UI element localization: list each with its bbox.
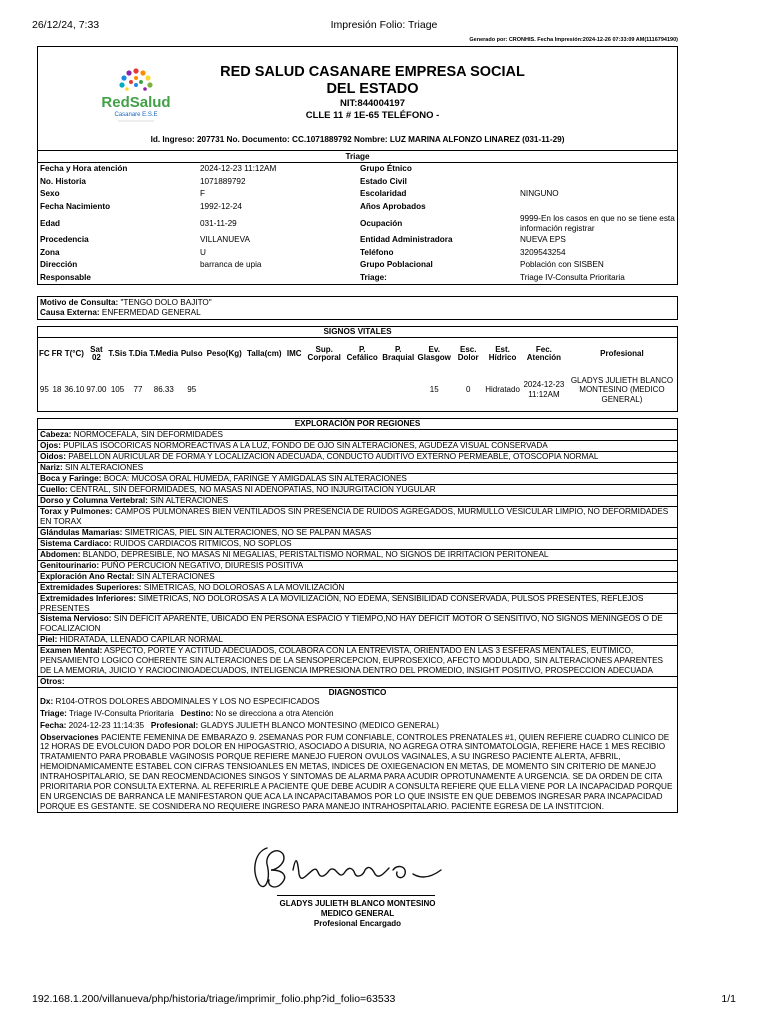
exploracion-item (38, 560, 677, 571)
patient-row (38, 213, 677, 234)
patient-value: 3209543254 (520, 247, 566, 257)
patient-row (38, 247, 677, 260)
exploracion-text: SIN ALTERACIONES (136, 571, 215, 581)
signos-header: Est. Hídrico (488, 344, 517, 362)
exploracion-text: SIN ALTERACIONES (150, 496, 229, 505)
exploracion-item (38, 645, 677, 676)
causa-externa (38, 308, 677, 318)
logo-wordmark: RedSalud (101, 94, 171, 111)
signos-header: Sat 02 (90, 344, 103, 362)
signos-header: Peso(Kg) (206, 348, 242, 358)
exploracion-label: Ojos: (40, 441, 61, 450)
signos-header: T.Dia (128, 348, 148, 358)
signature-text (37, 899, 678, 929)
exploracion-text: BOCA: MUCOSA ORAL HUMEDA, FARINGE Y AMIGDALAS SIN ALTERACIONES (103, 474, 407, 483)
signos-value: 105 (110, 385, 125, 395)
signos-header: Fec. Atención (526, 344, 562, 362)
exploracion-item (38, 451, 677, 462)
destino-label: Destino: (180, 708, 214, 718)
page-url: 192.168.1.200/villanueva/php/historia/triage/imprimir_folio.php?id_folio=63533 (32, 993, 396, 1005)
patient-data-table (38, 163, 677, 284)
exploracion-label: Cuello: (40, 485, 68, 494)
consulta-box (37, 296, 678, 320)
signos-value: Hidratado (485, 385, 520, 395)
patient-label: Entidad Administradora (360, 235, 453, 245)
patient-row (38, 272, 677, 285)
patient-value: 9999-En los casos en que no se tiene esta información registrar (520, 213, 675, 233)
folio-document (37, 37, 678, 813)
signos-value: 0 (465, 385, 471, 395)
patient-value: 1992-12-24 (200, 201, 242, 211)
patient-label: Sexo (40, 189, 60, 199)
patient-label: Edad (40, 218, 61, 228)
exploracion-text: SIMETRICAS, NO DOLOROSAS A LA MOVILIZACIÓN (143, 582, 345, 592)
destino-value: No se direcciona a otra Atención (215, 708, 334, 718)
dx-value: R104-OTROS DOLORES ABDOMINALES Y LOS NO ESPECIFICADOS (55, 696, 320, 706)
signos-header: IMC (286, 348, 302, 358)
firma-name: GLADYS JULIETH BLANCO MONTESINO (279, 899, 436, 908)
print-title: Impresión Folio: Triage (330, 19, 438, 31)
patient-value: 031-11-29 (200, 218, 237, 228)
patient-value: Triage IV-Consulta Prioritaria (520, 272, 625, 282)
page-number: 1/1 (721, 993, 736, 1005)
exploracion-item (38, 473, 677, 484)
signos-value: 95 (39, 385, 49, 395)
signos-vitales-table (38, 338, 677, 410)
signos-value: 77 (133, 385, 143, 395)
patient-label: Teléfono (360, 247, 394, 257)
patient-value: U (200, 247, 206, 257)
patient-row (38, 234, 677, 247)
signos-value (204, 370, 244, 410)
exploracion-item (38, 495, 677, 506)
exploracion-item (38, 571, 677, 582)
patient-label: No. Historia (40, 176, 86, 186)
exploracion-text: SIN DEFICIT APARENTE, UBICADO EN PERSONA ESPACIO Y TIEMPO,NO HAY DEFICIT MOTOR O SENSITIVO, NO SIGNOS MENINGEOS O DE FOCALIZACION (40, 614, 663, 634)
patient-label: Responsable (40, 272, 91, 282)
exploracion-item (38, 676, 677, 687)
exploracion-label: Abdomen: (40, 549, 81, 559)
triage-destino-line (38, 709, 677, 719)
exploracion-item (38, 440, 677, 451)
profesional-label: Profesional: (150, 720, 199, 730)
exploracion-label: Cabeza: (40, 430, 72, 439)
patient-label: Fecha y Hora atención (40, 164, 128, 174)
patient-label: Procedencia (40, 235, 89, 245)
signos-value: 86.33 (153, 385, 174, 395)
motivo-consulta (38, 298, 677, 308)
exploracion-item (38, 593, 677, 614)
exploracion-label: Genitourinario: (40, 560, 100, 570)
exploracion-text: SIMETRICAS, PIEL SIN ALTERACIONES, NO SE PALPAN MASAS (124, 527, 372, 537)
patient-value (518, 176, 677, 189)
exploracion-text: CAMPOS PULMONARES BIEN VENTILADOS SIN PRESENCIA DE RUIDOS AGREGADOS, MURMULLO VESICULAR LIMPIO, NO DEFORMIDADES EN TORAX (40, 507, 669, 526)
fecha-profesional-line (38, 721, 677, 731)
patient-label: Grupo Étnico (360, 164, 412, 174)
dx-line (38, 697, 677, 707)
patient-label: Zona (40, 247, 60, 257)
signos-value: 15 (429, 385, 439, 395)
signos-header: T.Sis (108, 348, 127, 358)
signature-line (277, 895, 435, 896)
signos-header: P. Braquial (382, 344, 415, 362)
exploracion-label: Sistema Cardiaco: (40, 538, 112, 548)
exploracion-label: Exploración Ano Rectal: (40, 571, 135, 581)
patient-label: Triage: (360, 272, 387, 282)
patient-value: Población con SISBEN (520, 260, 604, 270)
exploracion-item (38, 506, 677, 527)
exploracion-item (38, 582, 677, 593)
patient-label: Grupo Poblacional (360, 260, 433, 270)
signos-value: 36.10 (64, 385, 85, 395)
patient-value (518, 201, 677, 214)
triage-label: Triage: (40, 708, 67, 718)
exploracion-text: ASPECTO, PORTE Y ACTITUD ADECUADOS, COLABORA CON LA ENTREVISTA, ORIENTADO EN LAS 3 ESFERAS MENTALES, EUTIMICO, PENSAMIENTO LOGICO COHERENTE SIN ALTERACIONES DE LA SENSOPERCEPCION, EUPROSEXICO, AFECTO MODULADO, SIN ALTERACIONES APARENTES DE LA MEMORIA, JUICIO Y RACIOCINIOADECUADOS, INTELIGENCIA IMPRESIONA DENTRO DEL PROMEDIO, INSIGHT POSITIVO, PROSPECCION ADECUADA (40, 646, 663, 675)
patient-value: 2024-12-23 11:12AM (200, 164, 277, 174)
exploracion-item (38, 527, 677, 538)
signos-header: FC (39, 348, 50, 358)
patient-label: Escolaridad (360, 189, 407, 199)
logo-subtitle: Casanare E.S.E (114, 112, 158, 118)
obs-value: PACIENTE FEMENINA DE EMBARAZO 9. 2SEMANAS POR FUM CONFIABLE, CONTROLES PRENATALES #1, QUIEN REFIERE CUADRO CLINICO DE 12 HORAS DE EVOLCUION DADO POR DOLOR EN HIPOGASTRIO, ASOCIADO A DISURIA, NO AGREGA OTRA SINTOMATOLOGIA, REFIERE HACE 1 MES RECIBIO TRATAMIENTO PARA PROBABLE VAGINOSIS PORQUE REFIERE MANEJO FUERON OVULOS VAGINALES, A SU INGRESO PACIENTE ALERTA, AFBRIL, HEMOIDNAMICAMENTE ESTABEL CON CIFRAS TENSIOANLES EN METAS, INDICES DE OXIEGENACION EN METAS, DE MOMENTO SIN CRITERIO DE MANEJO INTRAHOSPITALARIO, SE DAN REOCMENDACIONES SINGOS Y SINTOMAS DE ALARMA PARA ACUDIR OPROTUNAMENTE A URGENCIA. SE DA ORDEN DE CITA PRIORITARIA POR CONSULTA EXTERNA. AL REFERIRLE A PACIENTE QUE DEBE ACUDIR A CONSULTA REFIERE QUE ELLA VIENE POR LA INCAPACIDAD PORQUE EN URGENCIAS DE BARRANCA LE MANIFESTARON QUE ACA LA INCAPACITABAMOS POR LO QUE INSISTE EN QUE DEBEMOS INGRESAR PARA INCAPACIDAD PORQUE ES GESTANTE. SE COSNIDERA NO REQUIERE INGRESO PARA MANEJO INTRAHOSPITALARIO. PACIENTE EGRESA DE LA INSTITCION. (40, 732, 673, 811)
signos-value (380, 370, 416, 410)
signos-value: 95 (187, 385, 197, 395)
signos-header: Profesional (600, 348, 644, 358)
exploracion-label: Piel: (40, 635, 58, 645)
observaciones (38, 733, 677, 813)
triage-section-title: Triage (37, 151, 678, 163)
redsalud-logo (96, 63, 176, 129)
exploracion-item (38, 613, 677, 634)
signos-header: P. Cefálico (346, 344, 378, 362)
signos-header: Talla(cm) (246, 348, 282, 358)
signos-header: Pulso (180, 348, 203, 358)
patient-label: Años Aprobados (360, 201, 426, 211)
patient-value (518, 163, 677, 176)
exploracion-label: Examen Mental: (40, 646, 103, 656)
signos-value (244, 370, 284, 410)
signos-value (304, 370, 344, 410)
signos-value (344, 370, 380, 410)
patient-value: NUEVA EPS (520, 235, 566, 245)
fecha-value: 2024-12-23 11:14:35 (68, 720, 145, 730)
obs-label: Observaciones (40, 732, 99, 742)
dx-label: Dx: (40, 696, 54, 706)
signos-header: FR (51, 348, 63, 358)
exploracion-text: PUÑO PERCUCION NEGATIVO, DIURESIS POSITIVA (101, 560, 304, 570)
signos-header: Esc. Dolor (457, 344, 479, 362)
patient-value: barranca de upia (200, 260, 262, 270)
exploracion-label: Torax y Pulmones: (40, 507, 113, 516)
exploracion-item (38, 634, 677, 645)
exploracion-text: NORMOCEFALA, SIN DEFORMIDADES (73, 430, 223, 439)
generado-line: Generado por: CRONHIS. Fecha Impresión:2024-12-26 07:33:09 AM(1116794190) (469, 37, 678, 43)
signos-header: T(°C) (64, 348, 84, 358)
exploracion-label: Extremidades Superiores: (40, 582, 142, 592)
exploracion-text: PUPILAS ISOCORICAS NORMOREACTIVAS A LA LUZ, FONDO DE OJO SIN ALTERACIONES, AGUDEZA VISUAL CONSERVADA (63, 441, 548, 450)
exploracion-label: Extremidades Inferiores: (40, 593, 137, 603)
patient-label: Dirección (40, 260, 78, 270)
signos-value: GLADYS JULIETH BLANCO MONTESINO (MEDICO GENERAL) (570, 375, 674, 404)
firma-rol: Profesional Encargado (313, 919, 402, 928)
exploracion-label: Glándulas Mamarias: (40, 527, 123, 537)
exploracion-text: SIN ALTERACIONES (65, 463, 144, 472)
exploracion-text: SIMETRICAS, NO DOLOROSAS A LA MOVILIZACIÓN, NO EDEMA, SENSIBILIDAD CONSERVADA, PULSOS PRESENTES, REFLEJOS PRESENTES (40, 593, 644, 613)
patient-row (38, 163, 677, 176)
org-nit: NIT:844004197 (340, 98, 405, 109)
diagnostico-box (37, 688, 678, 814)
patient-value (198, 272, 358, 285)
signos-vitales-box (37, 326, 678, 412)
patient-label: Estado Civil (360, 176, 407, 186)
triage-value: Triage IV-Consulta Prioritaria (69, 708, 174, 718)
exploracion-label: Sistema Nervioso: (40, 614, 112, 624)
patient-row (38, 259, 677, 272)
signos-header: Ev. Glasgow (417, 344, 451, 362)
signos-header: T.Media (149, 348, 179, 358)
patient-label: Ocupación (360, 218, 403, 228)
signature-block (37, 840, 678, 930)
exploracion-item (38, 462, 677, 473)
motivo-label: Motivo de Consulta: (40, 298, 119, 307)
signature-image (237, 840, 477, 896)
patient-row (38, 176, 677, 189)
exploracion-label: Nariz: (40, 463, 63, 472)
patient-row (38, 201, 677, 214)
patient-id-line: Id. Ingreso: 207731 No. Documento: CC.1071889792 Nombre: LUZ MARINA ALFONZO LINAREZ (031-11-29) (150, 135, 565, 144)
signos-value (284, 370, 304, 410)
signos-value: 18 (52, 385, 62, 395)
causa-label: Causa Externa: (40, 308, 100, 317)
patient-value: VILLANUEVA (200, 235, 250, 245)
exploracion-text: BLANDO, DEPRESIBLE, NO MASAS NI MEGALIAS, PERISTALTISMO NORMAL, NO SIGNOS DE IRRITACION PERITONEAL (82, 549, 549, 559)
exploracion-item (38, 484, 677, 495)
patient-label: Fecha Nacimiento (40, 201, 111, 211)
patient-value: 1071889792 (200, 176, 246, 186)
organization-block (188, 64, 557, 122)
exploracion-title: EXPLORACIÓN POR REGIONES (294, 419, 421, 428)
motivo-value: "TENGO DOLO BAJITO" (120, 298, 212, 307)
exploracion-item (38, 538, 677, 549)
signos-header: Sup. Corporal (307, 344, 341, 362)
exploracion-label: Otros: (40, 676, 65, 686)
print-date: 26/12/24, 7:33 (32, 19, 100, 31)
patient-value: NINGUNO (520, 189, 559, 199)
document-header (37, 46, 678, 151)
org-name-line2: DEL ESTADO (326, 81, 419, 97)
fecha-label: Fecha: (40, 720, 67, 730)
patient-data-box (37, 163, 678, 285)
exploracion-text: RUIDOS CARDIACOS RITMICOS, NO SOPLOS (113, 538, 292, 548)
exploracion-label: Boca y Faringe: (40, 474, 102, 483)
patient-row (38, 188, 677, 201)
patient-value: F (200, 189, 206, 199)
diagnostico-title: DIAGNOSTICO (328, 687, 387, 697)
exploracion-label: Dorso y Columna Vertebral: (40, 496, 148, 505)
firma-cargo: MEDICO GENERAL (320, 909, 395, 918)
profesional-value: GLADYS JULIETH BLANCO MONTESINO (MEDICO GENERAL) (200, 720, 439, 730)
signos-value: 2024-12-23 11:12AM (523, 380, 565, 399)
org-address: CLLE 11 # 1E-65 TELÉFONO - (305, 110, 440, 121)
exploracion-box (37, 418, 678, 688)
exploracion-label: Oidos: (40, 452, 66, 461)
exploracion-item (38, 549, 677, 560)
org-name-line1: RED SALUD CASANARE EMPRESA SOCIAL (220, 64, 525, 80)
signos-value: 97.00 (86, 385, 107, 395)
signos-vitales-title: SIGNOS VITALES (38, 327, 677, 338)
exploracion-text: CENTRAL, SIN DEFORMIDADES, NO MASAS NI ADENOPATIAS, NO INJURGITACION YUGULAR (70, 485, 436, 494)
exploracion-text: PABELLON AURICULAR DE FORMA Y LOCALIZACION ADECUADA, CONDUCTO AUDITIVO EXTERNO PERMEABLE, OTOSCOPIA NORMAL (68, 452, 599, 461)
exploracion-text: HIDRATADA, LLENADO CAPILAR NORMAL (59, 635, 224, 645)
causa-value: ENFERMEDAD GENERAL (101, 308, 201, 317)
exploracion-item (38, 429, 677, 440)
